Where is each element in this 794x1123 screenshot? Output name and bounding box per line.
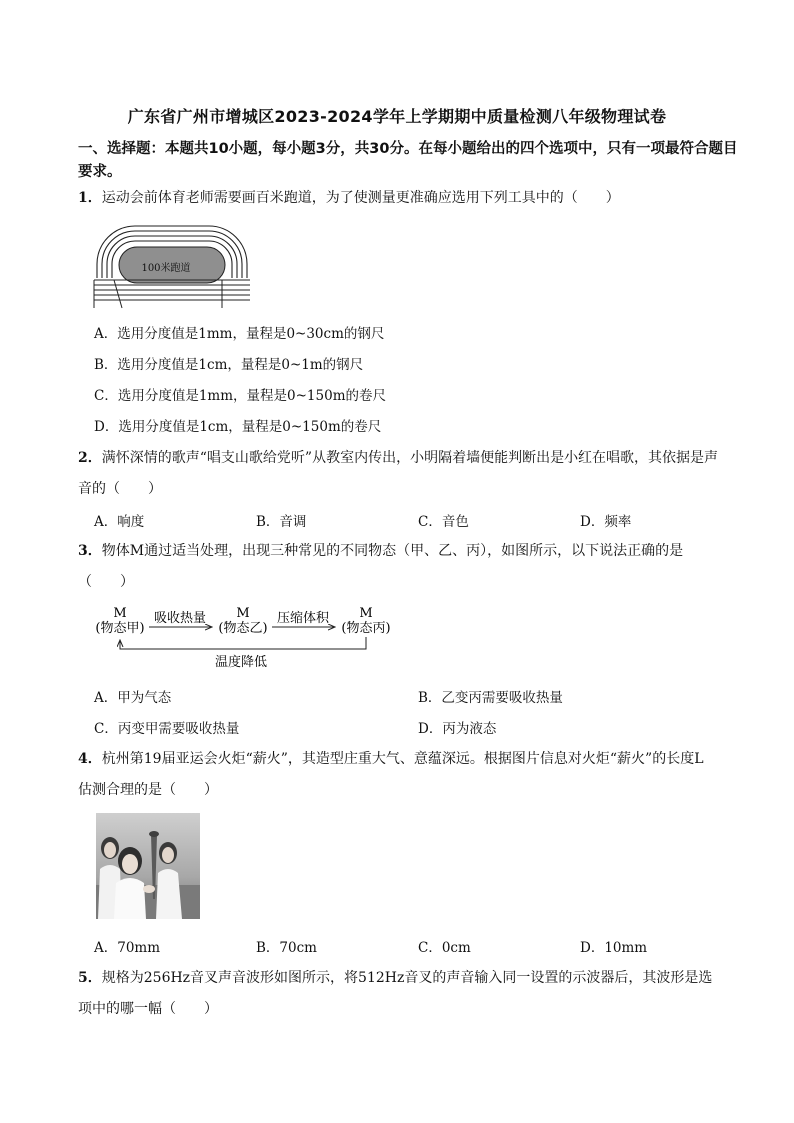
section-heading: 一、选择题：本题共10小题，每小题3分，共30分。在每小题给出的四个选项中，只有一项最符合题目要求。 xyxy=(78,141,738,180)
start-line xyxy=(114,280,122,308)
return-arrow xyxy=(120,637,366,649)
question-5-stem xyxy=(78,967,712,987)
option-a[interactable]: A．甲为气态 xyxy=(94,690,172,706)
arrow-1-label: 吸收热量 xyxy=(153,611,207,626)
option-b[interactable]: B．选用分度值是1cm，量程是0~1m的钢尺 xyxy=(94,357,364,373)
state-a-symbol: M xyxy=(113,606,127,621)
state-a-label: (物态甲) xyxy=(95,621,145,636)
arrow-2-label: 压缩体积 xyxy=(276,611,330,626)
person-face xyxy=(122,854,138,874)
state-b-symbol: M xyxy=(236,606,250,621)
person-face xyxy=(104,842,116,858)
option-a[interactable]: A．70mm xyxy=(94,940,161,956)
option-b[interactable]: B．音调 xyxy=(256,514,307,530)
option-d[interactable]: D．10mm xyxy=(580,940,648,956)
option-c[interactable]: C．丙变甲需要吸收热量 xyxy=(94,721,240,737)
question-2-stem xyxy=(78,447,718,467)
hand xyxy=(143,885,155,893)
running-track-figure xyxy=(92,218,252,310)
option-a[interactable]: A．响度 xyxy=(94,514,145,530)
question-4-stem xyxy=(78,748,704,768)
person-dress xyxy=(156,869,182,919)
question-5-stem-cont: 项中的哪一幅（ ） xyxy=(78,1001,218,1017)
question-4-stem-cont: 估测合理的是（ ） xyxy=(78,782,218,798)
option-d[interactable]: D．丙为液态 xyxy=(418,721,497,737)
option-c[interactable]: C．选用分度值是1mm，量程是0~150m的卷尺 xyxy=(94,388,386,404)
state-c-label: (物态丙) xyxy=(341,621,391,636)
question-number: 1． xyxy=(78,190,102,206)
page-title: 广东省广州市增城区2023-2024学年上学期期中质量检测八年级物理试卷 xyxy=(127,107,667,126)
question-number: 2． xyxy=(78,450,102,466)
option-a[interactable]: A．选用分度值是1mm，量程是0~30cm的钢尺 xyxy=(94,326,385,342)
option-b[interactable]: B．乙变丙需要吸收热量 xyxy=(418,690,563,706)
option-b[interactable]: B．70cm xyxy=(256,940,317,956)
question-number: 3． xyxy=(78,543,102,559)
track-label: 100米跑道 xyxy=(141,263,191,274)
state-change-diagram xyxy=(88,600,408,672)
question-number: 4． xyxy=(78,751,102,767)
person-dress xyxy=(114,878,146,919)
question-1-stem xyxy=(78,187,620,207)
question-3-stem xyxy=(78,540,683,560)
option-c[interactable]: C．0cm xyxy=(418,940,471,956)
question-2-stem-cont: 音的（ ） xyxy=(78,481,162,497)
question-3-stem-cont: （ ） xyxy=(78,574,134,590)
state-b-label: (物态乙) xyxy=(218,621,268,636)
option-d[interactable]: D．频率 xyxy=(580,514,632,530)
question-text: 物体M通过适当处理，出现三种常见的不同物态（甲、乙、丙），如图所示，以下说法正确的是 xyxy=(101,543,684,559)
question-text: 满怀深情的歌声“唱支山歌给党听”从教室内传出，小明隔着墙便能判断出是小红在唱歌，其依据是声 xyxy=(101,450,719,466)
question-number: 5． xyxy=(78,970,102,986)
question-text: 杭州第19届亚运会火炬“薪火”，其造型庄重大气、意蕴深远。根据图片信息对火炬“薪火”的长度L xyxy=(101,751,704,767)
return-arrow-label: 温度降低 xyxy=(214,655,268,670)
question-text: 规格为256Hz音叉声音波形如图所示，将512Hz音叉的声音输入同一设置的示波器后，其波形是选 xyxy=(101,970,713,986)
state-c-symbol: M xyxy=(359,606,373,621)
person-face xyxy=(162,847,174,863)
torch-photo xyxy=(96,813,200,919)
question-text: 运动会前体育老师需要画百米跑道，为了使测量更准确应选用下列工具中的（ ） xyxy=(101,190,620,206)
torch-top xyxy=(149,831,159,837)
option-c[interactable]: C．音色 xyxy=(418,514,469,530)
option-d[interactable]: D．选用分度值是1cm，量程是0~150m的卷尺 xyxy=(94,419,382,435)
